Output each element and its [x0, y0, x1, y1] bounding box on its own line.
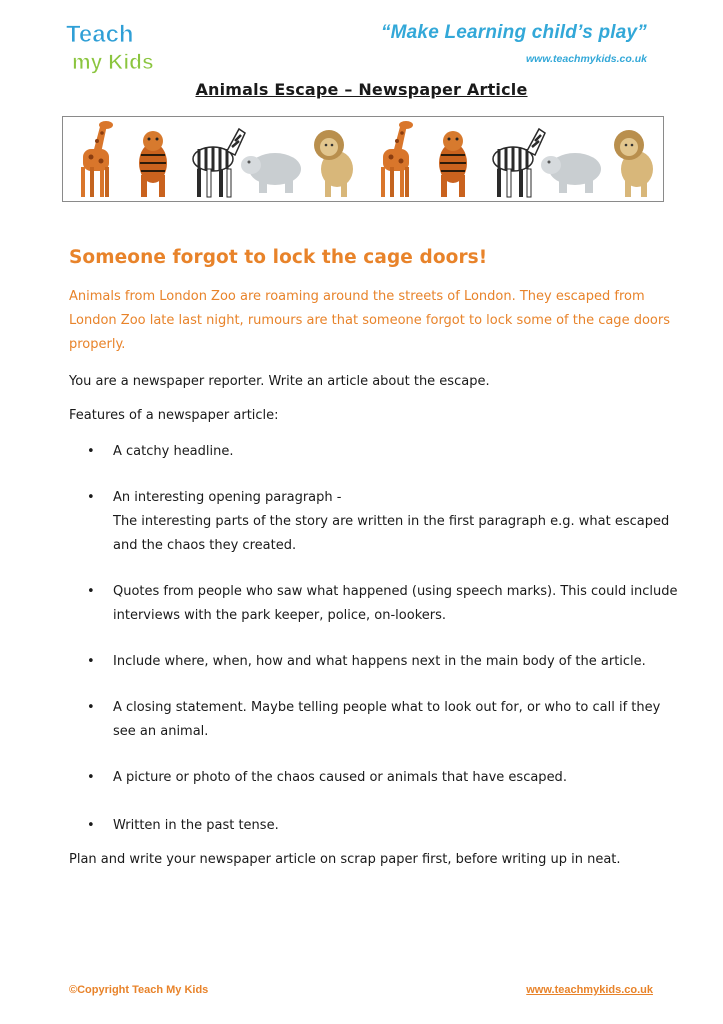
- zebra-icon: [493, 129, 545, 197]
- logo-line1: Teach: [66, 21, 134, 48]
- giraffe-icon: [81, 121, 113, 197]
- bullet: •: [87, 444, 95, 459]
- feature-text: A closing statement. Maybe telling people what to look out for, or who to call if they see an animal.: [113, 700, 661, 739]
- hippo-icon: [241, 153, 301, 193]
- article-headline: Someone forgot to lock the cage doors!: [69, 247, 488, 268]
- logo-line2: my Kids: [72, 51, 154, 74]
- bullet: •: [87, 654, 95, 669]
- lion-icon: [614, 130, 653, 197]
- footer-copyright: ©Copyright Teach My Kids: [69, 984, 209, 996]
- bullet: •: [87, 490, 95, 505]
- tiger-icon: [439, 131, 467, 197]
- feature-text: Quotes from people who saw what happened (using speech marks). This could include interviews with the park keeper, police, on-lookers.: [113, 584, 678, 623]
- bullet: •: [87, 700, 95, 715]
- bullet: •: [87, 818, 95, 833]
- page-title: Animals Escape – Newspaper Article: [195, 80, 528, 99]
- feature-text-detail: The interesting parts of the story are written in the first paragraph e.g. what escaped and the chaos they created.: [113, 514, 670, 553]
- feature-text-main: An interesting opening paragraph -: [113, 490, 342, 505]
- features-heading: Features of a newspaper article:: [69, 408, 279, 423]
- tagline: “Make Learning child’s play”: [380, 22, 647, 43]
- giraffe-icon: [381, 121, 413, 197]
- feature-text: Written in the past tense.: [113, 818, 279, 833]
- tiger-icon: [139, 131, 167, 197]
- animal-strip: [62, 116, 664, 202]
- bullet: •: [87, 770, 95, 785]
- bullet: •: [87, 584, 95, 599]
- feature-text: A catchy headline.: [113, 444, 234, 459]
- feature-text: [113, 486, 683, 558]
- teach-my-kids-logo: [62, 18, 166, 74]
- intro-paragraph: Animals from London Zoo are roaming around the streets of London. They escaped from London Zoo late last night, rumours are that someone forgot to lock some of the cage doors properly.: [69, 289, 670, 352]
- zebra-icon: [193, 129, 245, 197]
- feature-text: Include where, when, how and what happens next in the main body of the article.: [113, 654, 646, 669]
- header-site-url: www.teachmykids.co.uk: [526, 53, 647, 65]
- hippo-icon: [541, 153, 601, 193]
- footer-url-link[interactable]: www.teachmykids.co.uk: [526, 984, 653, 996]
- feature-text: A picture or photo of the chaos caused or animals that have escaped.: [113, 770, 567, 785]
- lion-icon: [314, 130, 353, 197]
- closing-instruction: Plan and write your newspaper article on scrap paper first, before writing up in neat.: [69, 852, 621, 867]
- task-instruction: You are a newspaper reporter. Write an article about the escape.: [69, 374, 490, 389]
